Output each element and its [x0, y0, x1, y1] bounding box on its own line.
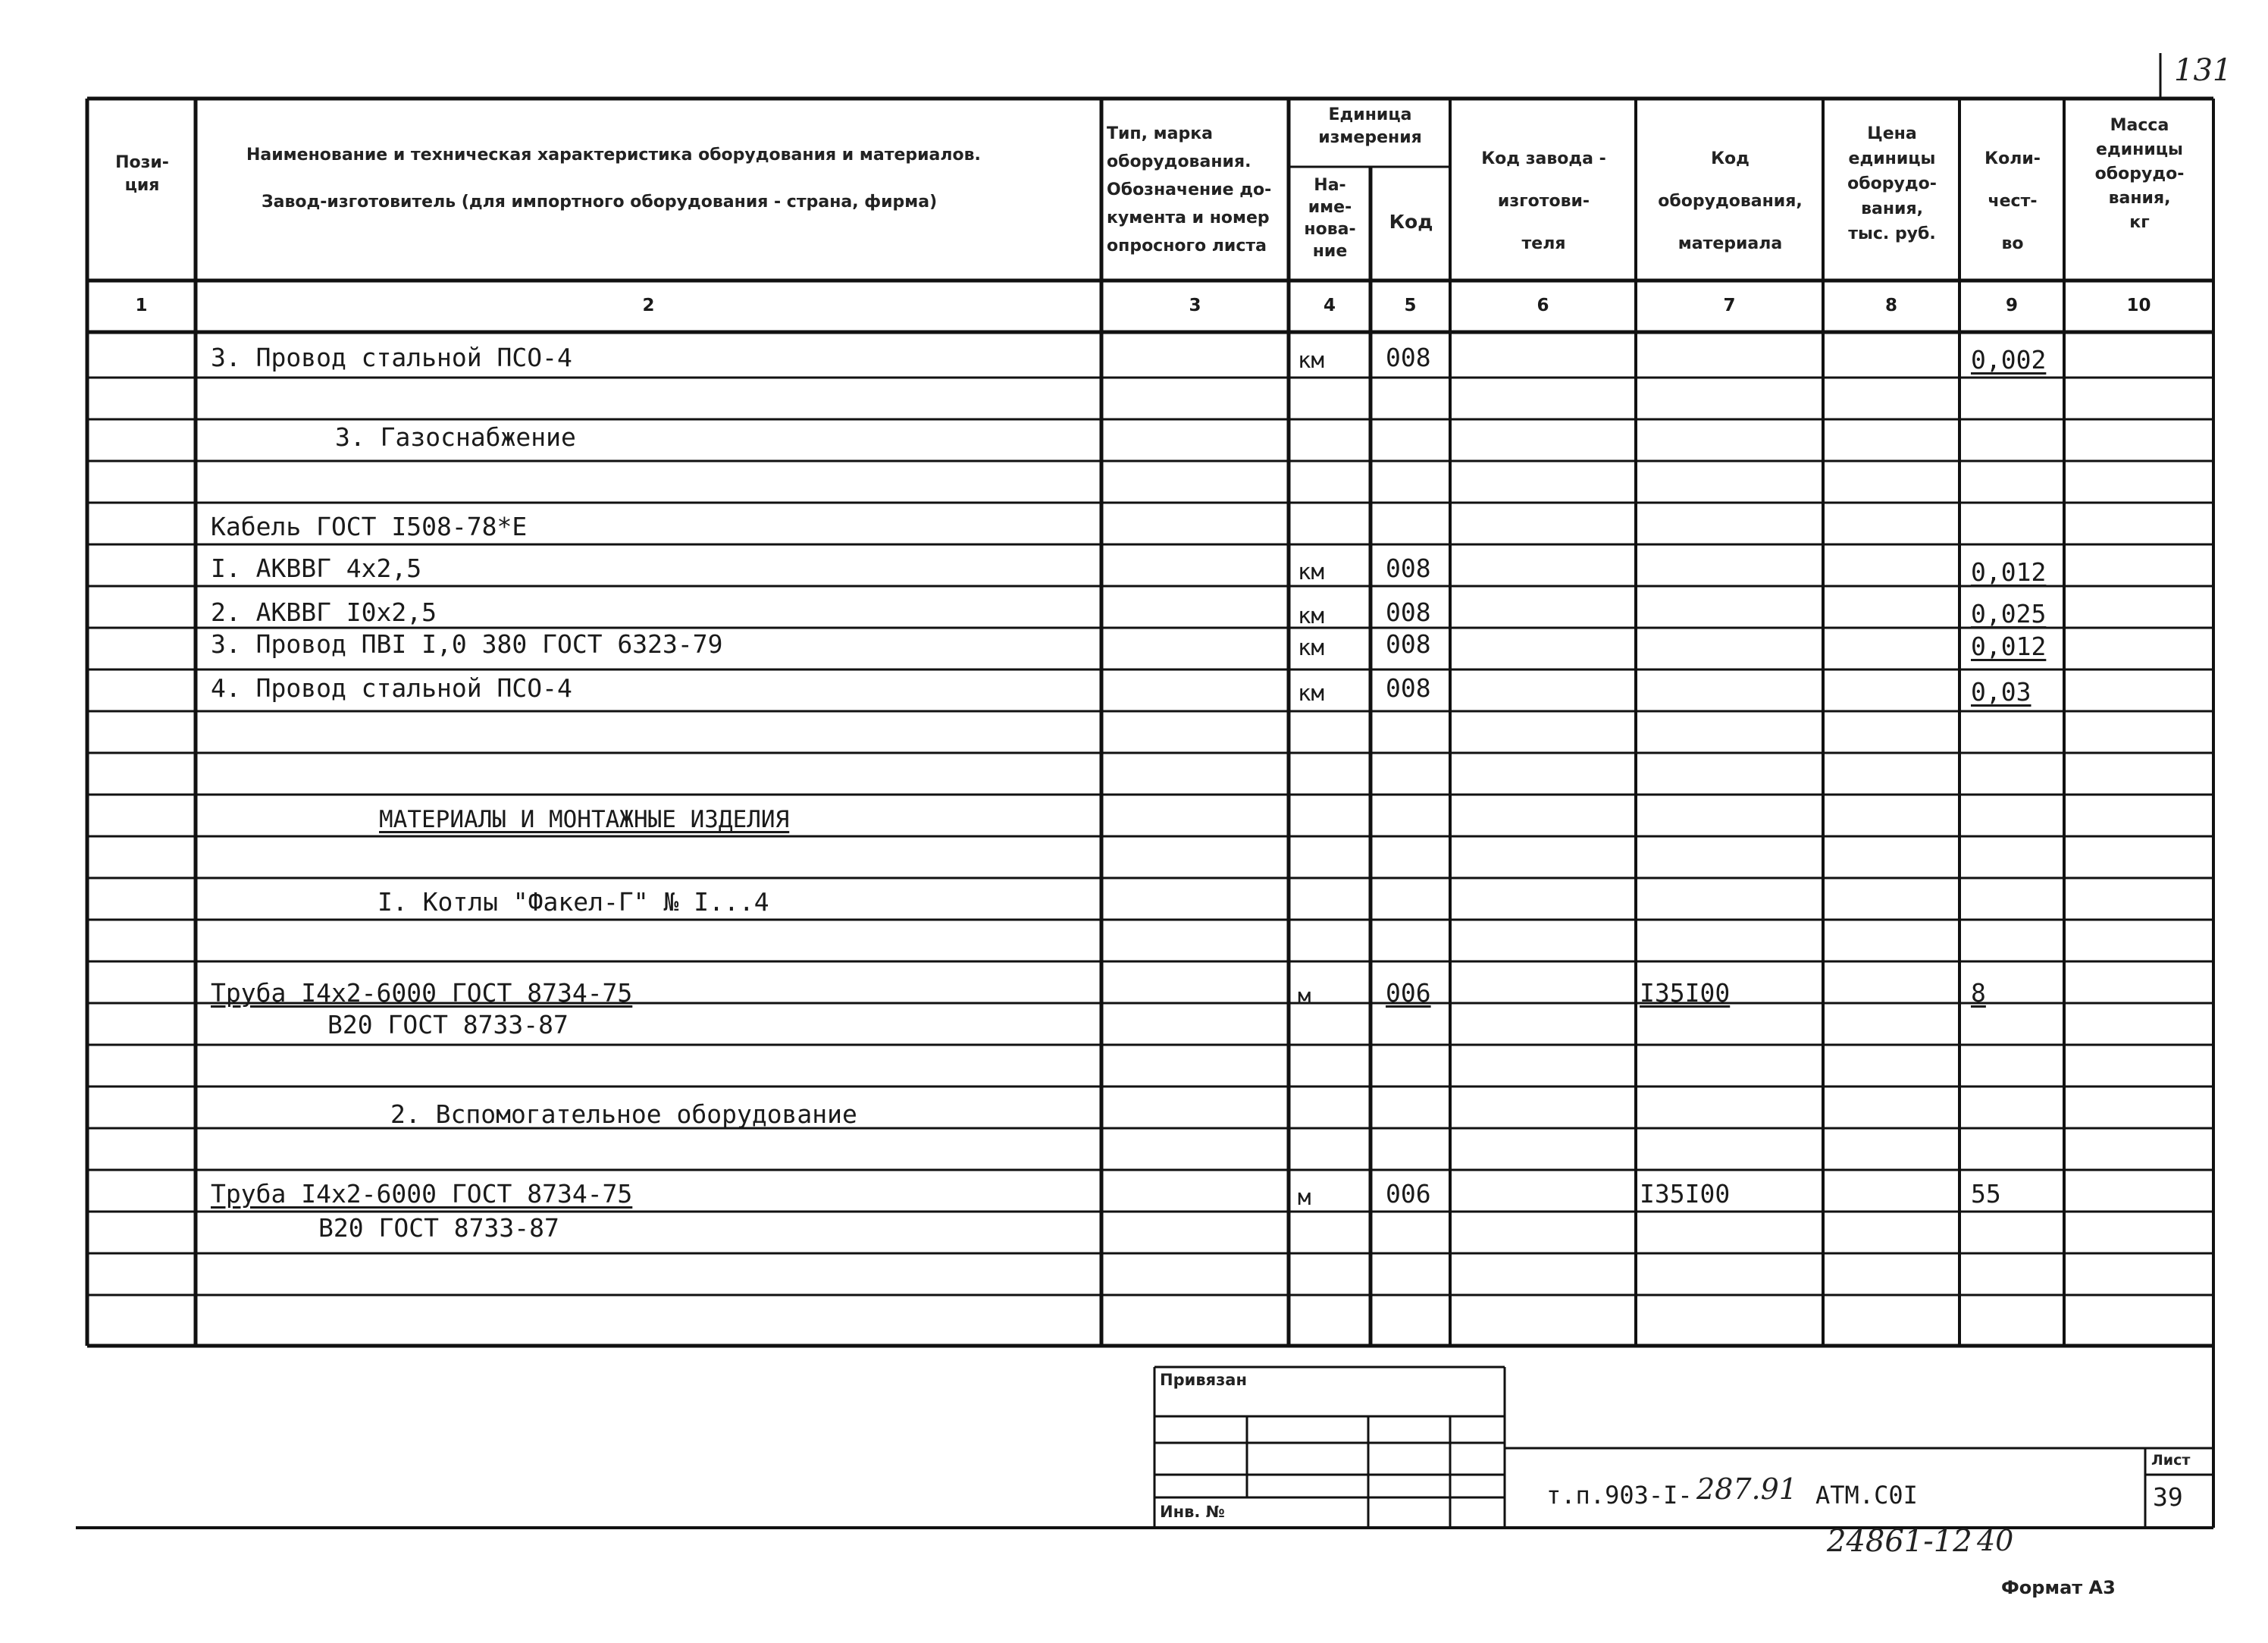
- column-number: 6: [1537, 296, 1549, 315]
- header-factory-code: Код завода - изготови- теля: [1481, 149, 1606, 253]
- section-title: МАТЕРИАЛЫ И МОНТАЖНЫЕ ИЗДЕЛИЯ: [379, 806, 790, 833]
- row-name: Труба I4x2-6000 ГОСТ 8734-75: [211, 978, 633, 1008]
- row-quantity: 0,025: [1971, 599, 2047, 629]
- corner-page-number: 131: [2174, 53, 2232, 88]
- row-unit-code: 008: [1386, 597, 1431, 627]
- header-position: Пози- ция: [115, 153, 169, 195]
- row-unit: м: [1298, 983, 1311, 1009]
- column-number: 5: [1404, 296, 1417, 315]
- row-unit: км: [1298, 603, 1324, 629]
- doc-code-prefix: т.п.903-I-: [1546, 1481, 1693, 1510]
- row-name-secondary: В20 ГОСТ 8733-87: [327, 1010, 569, 1039]
- row-name: Труба I4x2-6000 ГОСТ 8734-75: [211, 1179, 633, 1209]
- row-name: 3. Провод ПВI I,0 380 ГОСТ 6323-79: [211, 629, 723, 659]
- column-number: 9: [2005, 296, 2018, 315]
- bound-label: Привязан: [1160, 1371, 1247, 1389]
- row-quantity: 0,012: [1971, 632, 2047, 661]
- section-title: 2. Вспомогательное оборудование: [390, 1099, 857, 1129]
- column-number: 4: [1323, 296, 1336, 315]
- row-name: 3. Провод стальной ПСО-4: [211, 343, 572, 372]
- header-equipment-code: Код оборудования, материала: [1658, 149, 1803, 253]
- column-number: 8: [1884, 296, 1897, 315]
- column-number: 7: [1723, 296, 1736, 315]
- section-title: I. Котлы "Факел-Г" № I...4: [377, 887, 769, 917]
- header-quantity: Коли- чест- во: [1984, 149, 2041, 253]
- row-name-secondary: В20 ГОСТ 8733-87: [318, 1213, 559, 1243]
- row-material-code: I35I00: [1640, 1179, 1731, 1209]
- sheet-label: Лист: [2151, 1452, 2191, 1469]
- row-quantity: 0,012: [1971, 557, 2047, 587]
- header-type-mark: Тип, марка оборудования. Обозначение до- кумента и номер опросного листа: [1107, 124, 1272, 256]
- section-title: 3. Газоснабжение: [335, 422, 576, 452]
- row-unit-code: 006: [1386, 978, 1431, 1008]
- header-unit-code: Код: [1389, 211, 1433, 233]
- row-unit: км: [1298, 635, 1324, 660]
- row-quantity: 55: [1971, 1179, 2001, 1209]
- format-label: Формат А3: [2001, 1577, 2116, 1598]
- row-quantity: 0,03: [1971, 677, 2031, 707]
- header-unit-name: На- име- нова- ние: [1304, 176, 1356, 261]
- archive-page-handwritten: 40: [1977, 1524, 2014, 1557]
- header-mass: Масса единицы оборудо- вания, кг: [2094, 116, 2185, 232]
- row-quantity: 0,002: [1971, 345, 2047, 375]
- row-unit: км: [1298, 559, 1324, 585]
- row-quantity: 8: [1971, 978, 1986, 1008]
- row-name: 4. Провод стальной ПСО-4: [211, 673, 572, 703]
- row-name: Кабель ГОСТ I508-78*Е: [211, 512, 528, 541]
- column-number: 10: [2126, 296, 2151, 315]
- row-name: 2. АКВВГ I0x2,5: [211, 597, 437, 627]
- header-name-line1: Наименование и техническая характеристика оборудования и материалов.: [246, 146, 981, 165]
- header-price: Цена единицы оборудо- вания, тыс. руб.: [1847, 124, 1937, 243]
- doc-code-suffix: АТМ.С0I: [1815, 1481, 1918, 1510]
- inventory-label: Инв. №: [1160, 1503, 1225, 1521]
- column-number: 2: [642, 296, 655, 315]
- column-number: 1: [135, 296, 148, 315]
- header-name-line2: Завод-изготовитель (для импортного оборудования - страна, фирма): [262, 193, 938, 212]
- header-unit-group: Единица измерения: [1318, 105, 1422, 147]
- row-unit-code: 006: [1386, 1179, 1431, 1209]
- row-unit: км: [1298, 680, 1324, 706]
- row-unit-code: 008: [1386, 629, 1431, 659]
- row-material-code: I35I00: [1640, 978, 1731, 1008]
- row-name: I. АКВВГ 4x2,5: [211, 553, 422, 583]
- doc-code-handwritten: 287.91: [1696, 1472, 1797, 1506]
- sheet-number: 39: [2153, 1482, 2183, 1512]
- column-number: 3: [1189, 296, 1201, 315]
- row-unit: км: [1298, 347, 1324, 373]
- row-unit-code: 008: [1386, 553, 1431, 583]
- row-unit-code: 008: [1386, 343, 1431, 372]
- row-unit-code: 008: [1386, 673, 1431, 703]
- row-unit: м: [1298, 1184, 1311, 1210]
- archive-number-handwritten: 24861-12: [1827, 1524, 1972, 1559]
